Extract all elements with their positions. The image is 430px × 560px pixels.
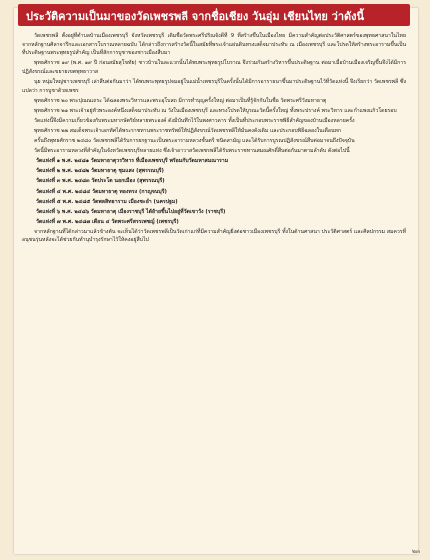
paragraph: วัดนี้มีพระอารามหลวงที่สำคัญในจังหวัดเพชรบุรีหลายแห่ง ซึ่งเจ้าอาวาสวัดเพชรพลีได้รับพระราชทานสมณศักดิ์สืบต่อกันมาตามลำดับ ดังต่อไปนี้ [34,148,350,155]
page-number: ๒๓ [411,548,420,555]
paragraph: วัดเพชรพลี ตั้งอยู่ที่ตำบลบ้านเมืองเพชรบุรี จังหวัดเพชรบุรี เดิมชื่อวัดพระศรีปริณจังดีที่ 9 ที่สร้างขึ้นในเมืองไทย มีความสำคัญต่อประวัติศาสตร์ของพุทธศาสนาในไทย จากหลักฐานศิลาจารึกและเอกสารโบราณหลายฉบับ ได้กล่าวถึงการสร้างวัดนี้ในสมัยที่พระเจ้าแผ่นดินทรงเสด็จมาประทับ ณ เมืองเพชรบุรี และโปรดให้สร้างพระอารามขึ้นเป็นที่ประดิษฐานพระพุทธรูปสำคัญ เป็นที่สักการบูชาของชาวเมืองสืบมา [22,33,406,57]
paragraph: วัดแห่งนี้จึงมีความเกี่ยวข้องกับพระมหากษัตริย์หลายพระองค์ ดังมีบันทึกไว้ในพงศาวดาร ทั้งเป็นที่ประกอบพระราชพิธีสำคัญของบ้านเมืองหลายครั้ง [34,117,355,124]
paragraph: พุทธศักราช ๒๑ พระเจ้าอยู่หัวพระองค์หนึ่งเสด็จมาประทับ ณ วังในเมืองเพชรบุรี และทรงโปรดให้บูรณะวัดนี้ครั้งใหญ่ ทั้งพระปรางค์ พระวิหาร และกำแพงแก้วโดยรอบ [34,107,397,114]
list-item: วัดแห่งที่ ๔ พ.ศ. ๒๔๘๔ วัดมหาธาตุ ทองทรง (กาญจนบุรี) [36,188,167,195]
article-body [22,32,406,540]
paragraph: ครั้นถึงพุทธศักราช ๒๔๘๐ วัดเพชรพลีได้รับการยกฐานะเป็นพระอารามหลวงชั้นตรี ชนิดสามัญ และได้รับการบูรณปฏิสังขรณ์สืบต่อมาจนถึงปัจจุบัน [34,138,355,145]
list-item: วัดแห่งที่ ๗ พ.ศ. ๒๔๘๗ เดือน ๔ วัดพระศรีสรรเพชญ์ (เพชรบุรี) [36,218,179,225]
paragraph: พุทธศักราช ๒๒ สมเด็จพระเจ้าเอกทัศได้พระราชทานพระราชทรัพย์ให้ปฏิสังขรณ์วัดเพชรพลีให้มั่นคงดังเดิม และประกอบพิธีฉลองในเดือนหก [34,127,342,134]
list-item: วัดแห่งที่ ๓ พ.ศ. ๒๔๘๓ วัดประโด นอกเมือง (สุพรรณบุรี) [36,178,165,185]
temple-list [22,157,406,226]
list-item: วัดแห่งที่ ๑ พ.ศ. ๒๔๘๑ วัดมหาธาตุวรวิหาร ที่เมืองเพชรบุรี พร้อมกับวัดมหาสมณาราม [36,158,229,165]
page-title: ประวัติความเป็นมาของวัดเพชรพลี จากชื่อเชียง วันอุ่ม เชียนไทย ว่าดังนี้ [26,10,365,23]
list-item: วัดแห่งที่ ๖ พ.ศ. ๒๔๘๖ วัดมหาธาตุ เมืองราชบุรี ได้ย้ายขึ้นไปอยู่ที่วัดเขาวัง (ราชบุรี) [36,208,226,215]
list-item: วัดแห่งที่ ๒ พ.ศ. ๒๔๘๒ วัดมหาธาตุ ชุมแสง (สุพรรณบุรี) [36,168,164,175]
list-item: วัดแห่งที่ ๕ พ.ศ. ๒๔๘๕ วัดพลสิทธาราม เมืองชะอำ (นครปฐม) [36,198,178,205]
paragraph: นุย หนุ่มใหญ่ชาวเพชรบุรี เล่าสืบต่อกันมาว่า ได้พบพระพุทธรูปจมอยู่ในแม่น้ำเพชรบุรีในครั้งนั้นได้มีการอาราธนาขึ้นมาประดิษฐานไว้ที่วัดแห่งนี้ จึงเรียกว่า วัดเพชรพลี ซึ่งแปลว่า การบูชาด้วยเพชร [22,78,406,94]
paragraph: พุทธศักราช ๑๙ (พ.ศ. ๑๙ ปี ก่อนสมัยสุโขทัย) ชาวบ้านในละแวกนั้นได้พบพระพุทธรูปโบราณ จึงร่วมกันสร้างวิหารขึ้นประดิษฐาน ต่อมาเมื่อบ้านเมืองเจริญขึ้นจึงได้มีการปฏิสังขรณ์และขยายเขตพุทธาวาส [22,60,406,75]
title-banner [18,4,410,26]
closing-paragraph: จากหลักฐานที่ได้กล่าวมาแล้วข้างต้น จะเห็นได้ว่าวัดเพชรพลีเป็นวัดเก่าแก่ที่มีความสำคัญยิ่งต่อชาวเมืองเพชรบุรี ทั้งในด้านศาสนา ประวัติศาสตร์ และศิลปกรรม สมควรที่อนุชนรุ่นหลังจะได้ช่วยกันทำนุบำรุงรักษาไว้ให้คงอยู่สืบไป [22,228,406,244]
paragraph: พุทธศักราช ๒๐ พระปุณณเถระ ได้ฉลองพระวิหารและพระอุโบสถ มีการทำบุญครั้งใหญ่ ต่อมาเป็นที่รู้จักกันในชื่อ วัดพระศรีวังมหาธาตุ [34,97,327,104]
